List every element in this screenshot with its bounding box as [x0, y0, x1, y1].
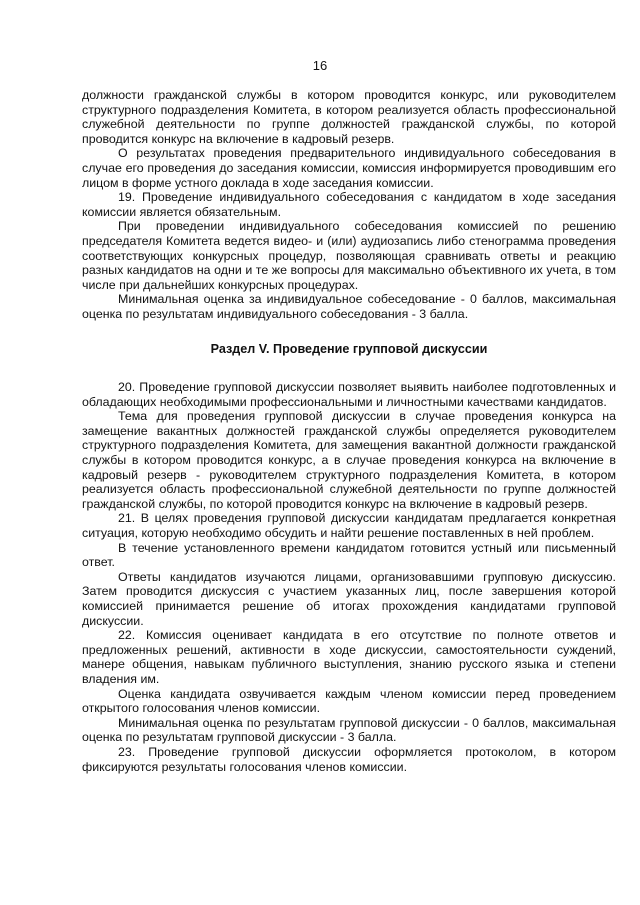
- paragraph: В течение установленного времени кандидатом готовится устный или письменный ответ.: [82, 540, 616, 570]
- paragraph: О результатах проведения предварительного индивидуального собеседования в случае его проведения до заседания комиссии, комиссия информируется проводившим его лицом в форме устного доклада в ходе заседания комиссии.: [82, 146, 616, 190]
- paragraph: Ответы кандидатов изучаются лицами, организовавшими групповую дискуссию. Затем проводится дискуссия с участием указанных лиц, после завершения которой комиссией принимается решение об итогах прохождения кандидатами групповой дискуссии.: [82, 569, 616, 628]
- paragraph: должности гражданской службы в котором проводится конкурс, или руководителем структурного подразделения Комитета, в котором реализуется область профессиональной служебной деятельности по группе должностей гражданской службы, по которой проводится конкурс на включение в кадровый резерв.: [82, 88, 616, 146]
- paragraph: 20. Проведение групповой дискуссии позволяет выявить наиболее подготовленных и обладающих необходимыми профессиональными и личностными качествами кандидатов.: [82, 380, 616, 409]
- paragraph: Оценка кандидата озвучивается каждым членом комиссии перед проведением открытого голосования членов комиссии.: [82, 686, 616, 716]
- paragraph: 21. В целях проведения групповой дискуссии кандидатам предлагается конкретная ситуация, которую необходимо обсудить и найти решение поставленных в ней проблем.: [82, 511, 616, 541]
- section-title: Раздел V. Проведение групповой дискуссии: [210, 341, 488, 356]
- paragraph: Минимальная оценка за индивидуальное собеседование - 0 баллов, максимальная оценка по результатам индивидуального собеседования - 3 балла.: [82, 292, 616, 321]
- document-body: [82, 88, 616, 774]
- page-number: 16: [312, 58, 328, 73]
- paragraph: При проведении индивидуального собеседования комиссией по решению председателя Комитета ведется видео- и (или) аудиозапись либо стенограмма проведения соответствующих конкурсных процедур, позволяющая сравнивать ответы и реакцию разных кандидатов на одни и те же вопросы для максимально объективного их учета, в том числе при дальнейших конкурсных процедурах.: [82, 219, 616, 292]
- paragraph: Минимальная оценка по результатам групповой дискуссии - 0 баллов, максимальная оценка по результатам групповой дискуссии - 3 балла.: [82, 715, 616, 745]
- paragraph: 22. Комиссия оценивает кандидата в его отсутствие по полноте ответов и предложенных решений, активности в ходе дискуссии, самостоятельности суждений, манере общения, навыкам публичного выступления, знанию русского языка и степени владения им.: [82, 628, 616, 686]
- paragraph: 23. Проведение групповой дискуссии оформляется протоколом, в котором фиксируются результаты голосования членов комиссии.: [82, 744, 616, 774]
- paragraph: Тема для проведения групповой дискуссии в случае проведения конкурса на замещение вакантных должностей гражданской службы определяется руководителем структурного подразделения Комитета, для замещения вакантной должности гражданской службы в котором проводится конкурс, а в случае проведения конкурса на включение в кадровый резерв - руководителем структурного подразделения Комитета, в котором реализуется область профессиональной служебной деятельности по группе должностей гражданской службы, по которой проводится конкурс на включение в кадровый резерв.: [82, 409, 616, 511]
- paragraph: 19. Проведение индивидуального собеседования с кандидатом в ходе заседания комиссии является обязательным.: [82, 190, 616, 219]
